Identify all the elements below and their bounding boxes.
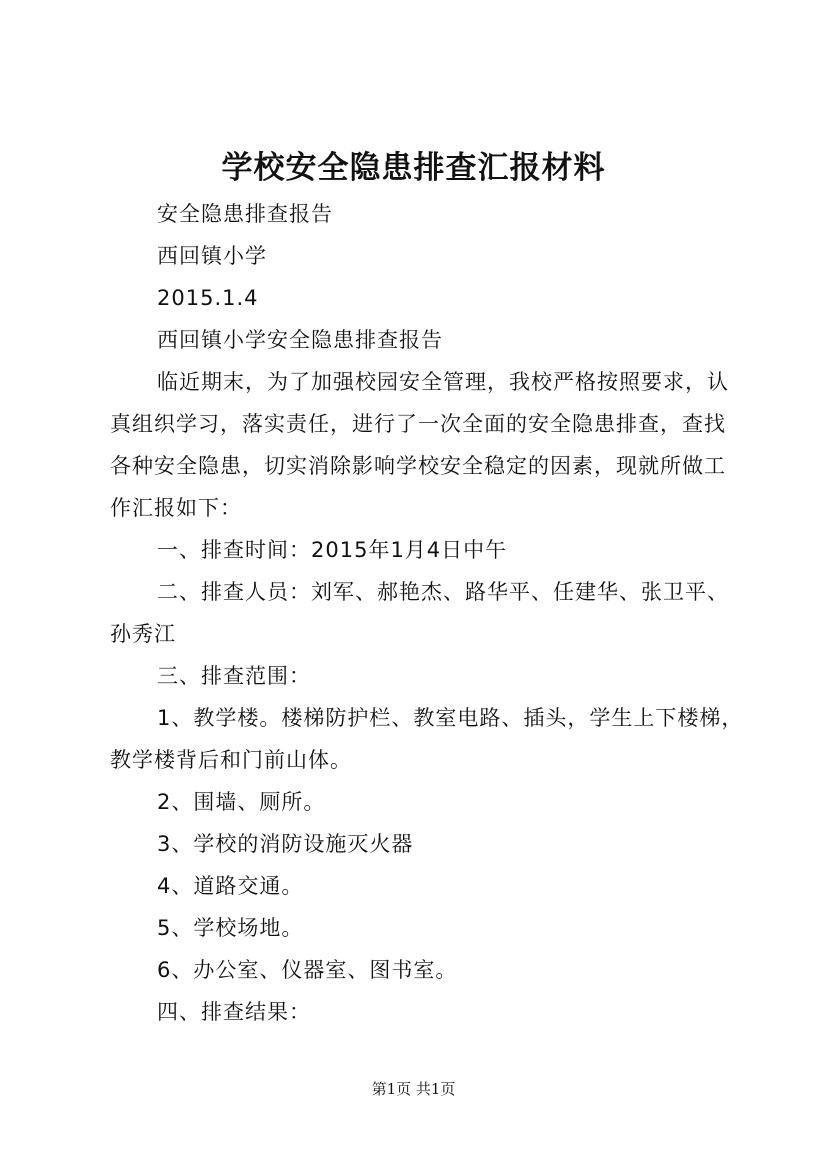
page-number: 第1页 共1页 (371, 1080, 456, 1098)
report-subtitle: 安全隐患排查报告 (157, 202, 333, 226)
scope-item: 3、学校的消防设施灭火器 (157, 832, 414, 856)
scope-item: 2、围墙、厕所。 (157, 790, 326, 814)
scope-item: 4、道路交通。 (157, 874, 304, 898)
paragraph-line: 作汇报如下： (110, 496, 242, 520)
section-time: 一、排查时间：2015年1月4日中午 (157, 538, 508, 562)
report-date: 2015.1.4 (157, 286, 259, 310)
document-title: 学校安全隐患排查汇报材料 (221, 150, 606, 186)
scope-item: 1、教学楼。楼梯防护栏、教室电路、插头，学生上下楼梯， (157, 706, 744, 730)
section-scope: 三、排查范围： (157, 664, 311, 688)
paragraph-line: 真组织学习，落实责任，进行了一次全面的安全隐患排查，查找 (110, 412, 726, 436)
section-personnel: 二、排查人员：刘军、郝艳杰、路华平、任建华、张卫平、 (157, 580, 729, 604)
school-name: 西回镇小学 (157, 244, 267, 268)
paragraph-line: 临近期末，为了加强校园安全管理，我校严格按照要求，认 (157, 370, 729, 394)
report-heading: 西回镇小学安全隐患排查报告 (157, 328, 443, 352)
section-results: 四、排查结果： (157, 1000, 311, 1024)
section-personnel-cont: 孙秀江 (110, 622, 176, 646)
paragraph-line: 各种安全隐患，切实消除影响学校安全稳定的因素，现就所做工 (110, 454, 726, 478)
scope-item: 5、学校场地。 (157, 916, 304, 940)
scope-item: 6、办公室、仪器室、图书室。 (157, 958, 458, 982)
scope-item-cont: 教学楼背后和门前山体。 (110, 748, 352, 772)
